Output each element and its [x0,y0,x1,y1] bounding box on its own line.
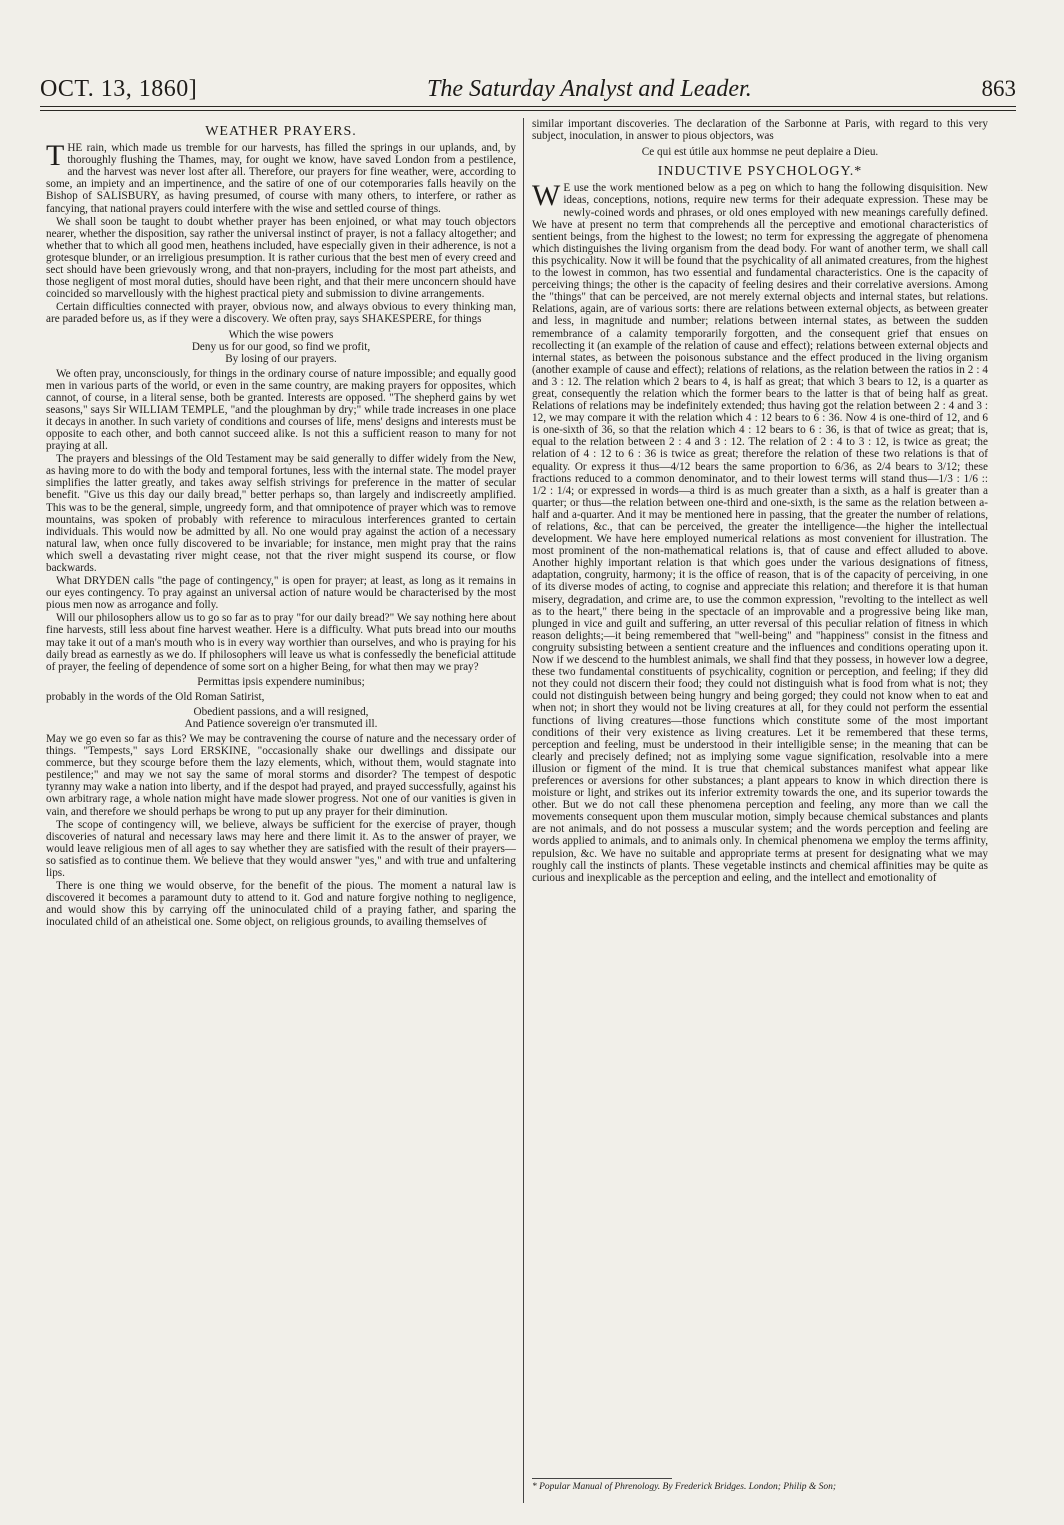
issue-date: OCT. 13, 1860] [40,76,198,102]
paragraph: Will our philosophers allow us to go so far as to pray "for our daily bread?" We say nothing here about fine harvests, still less about fine harvest weather. Here is a difficulty. What puts bread into our mouths may take it out of a man's mouth who is in every way worthier than ourselves, and who is praying for his daily bread as earnestly as we do. If philosophers will leave us what is confessedly the beneficial attitude of prayer, the feeling of dependence of some sort on a higher Being, for what then may we pray? [46,612,516,673]
verse-line: Permittas ipsis expendere numinibus; [197,675,365,688]
paragraph: The prayers and blessings of the Old Testament may be said generally to differ widely from the New, as having more to do with the body and temporal fortunes, less with the internal state. The model prayer simplifies the latter greatly, and takes away selfish strivings for preference in the matter of secular benefit. "Give us this day our daily bread," better perhaps so, than largely and indiscreetly amplified. This was to be the general, simple, ungreedy form, and that omnipotence of prayer which was to remove mountains, was spoken of probably with reference to miraculous interferences granted to certain individuals. This would now be admitted by all. No one would pray against the action of a necessary natural law, when once fully discovered to be invariable; for instance, men might pray that the rains which swell a devastating river might cease, not that the river might suspend its course, or flow backwards. [46,453,516,574]
verse-quote [46,676,516,688]
header-rule [40,110,1016,111]
verse-line: Which the wise powers [228,328,334,341]
paragraph: What DRYDEN calls "the page of contingency," is open for prayer; at least, as long as it remains in our eyes contingency. To pray against an universal action of nature would be characterised by the most pious men now as arrogance and folly. [46,575,516,612]
paragraph: probably in the words of the Old Roman Satirist, [46,690,265,703]
paragraph: WE use the work mentioned below as a peg on which to hang the following disquisition. New ideas, conceptions, notions, require new terms for their adequate expression. These may be newly-coined words and phrases, or old ones employed with new meanings carefully defined. We have at present no term that comprehends all the perceptive and emotional characteristics of sentient beings, from the highest to the lowest; no term for expressing the aggregate of phenomena which distinguishes the living organism from the dead body. For want of another term, we shall call this psychicality. Now it will be found that the psychicality of all animated creatures, from the highest to the lowest in common, has two essential and fundamental characteristics. One is the capacity of perceiving things; the other is the capacity of feeling desires and their correlative aversions. Among the "things" that can be perceived, are not merely external objects and internal states, but relations. Relations, again, are of various sorts: there are relations between external objects, as between greater and less, in magnitude and number; relations between internal states, as between the sudden remembrance of a calamity temporarily forgotten, and the consequent grief that ensues on recollecting it (an example of the relation of cause and effect); relations between external objects and internal states, as between the poisonous substance and the effect produced in the living organism (another example of cause and effect); relations of relations, as the relation between the ratios in 2 : 4 and 3 : 12. The relation which 2 bears to 4, is half as great; that which 3 bears to 12, is a quarter as great, consequently the relation which the former bears to the latter is that of being half as great. Relations of relations may be indefinitely extended; thus having got the relation between 2 : 4 and 3 : 12, we may compare it with the relation which 4 : 12 bears to 6 : 36. Now 4 is one-third of 12, and 6 is one-sixth of 36, so that the relation which 4 : 12 bears to 6 : 36, is that of twice as great; that is, equal to the relation between 2 : 4 and 3 : 12. The relation of 2 : 4 to 3 : 12, is twice as great; the relation of 4 : 12 to 6 : 36 is twice as great; therefore the relation of these two relations is that of equality. Or express it thus—4/12 bears the same proportion to 6/36, as 2/4 bears to 3/12; these fractions reduced to a common denominator, and to their lowest terms will stand thus—1/3 : 1/6 :: 1/2 : 1/4; or expressed in words—a third is as much greater than a sixth, as a half is greater than a quarter; or thus—the relation between one-third and one-sixth, is the same as the relation between a-half and a-quarter. And it may be mentioned here in passing, that the greater the number of relations, of relations, &c., that can be perceived, the greater the intelligence—the higher the intellectual development. We have here employed numerical relations as most convenient for illustration. The most prominent of the non-mathematical relations is, that of cause and effect alluded to above. Another highly important relation is that which goes under the various designations of fitness, adaptation, congruity, harmony; it is the office of reason, that is of the capacity of perceiving, in one of its diverse modes of acting, to cognise and appreciate this relation; and therefore it is that human misery, degradation, and crime are, to use the common expression, "revolting to the intellect as well as to the heart," there being in the spectacle of an improvable and a progressive being like man, plunged in vice and guilt and suffering, an utter reversal of this peculiar relation of fitness in which reason delights;—it being remembered that "well-being" and "happiness" consist in the fitness and congruity subsisting between a sentient creature and the influences and conditions operating upon it. Now if we descend to the humblest animals, we shall find that they possess, in however low a degree, these two fundamental constituents of psychicality, cognition or perception, and feeling; if they did not they could not discern their food; they could not distinguish what is food from what is not; they could not distinguish between being hungry and being gorged; they could not know when to eat and when not; in short they would not be living creatures at all, for they could not perform the essential functions of living creatures—those functions which constitute some of the most important conditions of their very existence as living creatures. Let it be remembered that these terms, perception and feeling, must be understood in their intelligible sense; in the meaning that can be clearly and precisely defined; not as implying some vague signification, resolvable into a mere illusion or figment of the mind. It is true that chemical substances manifest what appear like preferences or aversions for other substances; a plant appears to know in which direction there is moisture or light, and strikes out its inferior extremity towards the one, and its superior towards the other. But we do not call these phenomena perception and feeling, any more than we call the movements consequent upon them muscular motion, simply because chemical substances and plants are not animals, and do not possess a muscular system; and the words perception and feeling are words applied to animals, and to animals only. In chemical phenomena we employ the terms affinity, repulsion, &c. We have no suitable and appropriate terms at present for designating what we may roughly call the instincts of plants. These vegetable instincts and chemical affinities may be quite as curious and inexplicable as the perception and eeling, and the intellect and emotionality of [532,179,988,884]
publication-title: The Saturday Analyst and Leader. [427,76,752,102]
verse-line: Obedient passions, and a will resigned, [193,705,369,718]
page-number: 863 [981,76,1016,101]
paragraph: We shall soon be taught to doubt whether prayer has been enjoined, or what may touch objectors nearer, whether the disposition, say rather the universal instinct of prayer, is not a fallacy altogether; and whether that to which all good men, heathens included, have especially given in their adherence, is not a grotesque blunder, or an irreligious presumption. It is rather curious that the best men of every creed and sect should have been grievously wrong, and that non-prayers, including for the most part atheists, and those negligent of most moral duties, should have been right, and that their mere unconcern should have coincided so marvellously with the highest practical piety and submission to divine arrangements. [46,215,516,301]
right-column [532,118,988,885]
paragraph: similar important discoveries. The declaration of the Sarbonne at Paris, with regard to this very subject, inoculation, in answer to pious objectors, was [532,118,988,143]
paragraph: There is one thing we would observe, for the benefit of the pious. The moment a natural law is discovered it becomes a paramount duty to attend to it. God and nature forgive nothing to negligence, and would show this by carrying off the uninoculated child of a praying father, and sparing the inoculated child of an atheistical one. Some object, on religious grounds, to availing themselves of [46,880,516,929]
left-column [46,118,516,929]
article-title-weather-prayers: WEATHER PRAYERS. [205,124,357,139]
french-quote: Ce qui est útile aux hommse ne peut deplaire a Dieu. [641,146,879,159]
footnote-rule [532,1478,672,1479]
verse-line: Deny us for our good, so find we profit, [191,340,371,353]
verse-quote [46,329,516,365]
column-divider [523,118,524,1503]
paragraph: May we go even so far as this? We may be contravening the course of nature and the necessary order of things. "Tempests," says Lord ERSKINE, "occasionally shake our dwellings and dissipate our commerce, but they scourge before them the lazy elements, which, without them, would stagnate into pestilence;" and may we not say the same of moral storms and disorder? The tempest of despotic tyranny may wake a nation into liberty, and if the despot had prayed, and prayed successfully, against his own arbitrary rage, a whole nation might have made slower progress. Not one of our vanities is given in vain, and therefore we should perhaps be wrong to put up any prayer for their diminution. [46,732,516,818]
verse-line: And Patience sovereign o'er transmuted ill. [184,717,378,730]
paragraph: THE rain, which made us tremble for our harvests, has filled the springs in our uplands, and, by thoroughly flushing the Thames, may, for ought we know, have saved London from a pestilence, and the harvest was never lost after all. Therefore, our prayers for fine weather, were, according to some, an impiety and an impertinence, and the satire of one of our cotemporaries falls heavily on the Bishop of SALISBURY, as having presumed, of course with many others, to interfere, or rather as fancying, that national prayers could interfere with the wise and settled course of things. [46,139,516,215]
verse-line: By losing of our prayers. [225,352,337,365]
footnote: * Popular Manual of Phrenology. By Frederick Bridges. London; Philip & Son; [532,1482,837,1492]
page-header [40,76,1016,107]
verse-quote [46,706,516,730]
article-title-inductive-psychology: INDUCTIVE PSYCHOLOGY.* [657,164,863,180]
paragraph: The scope of contingency will, we believe, always be sufficient for the exercise of prayer, though discoveries of natural and necessary laws may here and there limit it. As to the answer of prayer, we would leave religious men of all ages to say whether they are satisfied with the result of their prayers—so satisfied as to continue them. We believe that they would answer "yes," and with true and unfaltering lips. [46,818,516,879]
paragraph: We often pray, unconsciously, for things in the ordinary course of nature impossible; and equally good men in various parts of the world, or even in the same country, are making prayers for opposites, which cannot, of course, in a literal sense, both be granted. Interests are opposed. "The shepherd gains by wet seasons," says Sir WILLIAM TEMPLE, "and the ploughman by dry;" while trade increases in one place it decays in another. In such variety of conditions and courses of life, mens' designs and interests must be opposite to each other, and both cannot succeed alike. Is not this a sufficient reason to many for not praying at all. [46,367,516,453]
paragraph: Certain difficulties connected with prayer, obvious now, and always obvious to every thinking man, are paraded before us, as if they were a discovery. We often pray, says SHAKESPERE, for things [46,301,516,326]
